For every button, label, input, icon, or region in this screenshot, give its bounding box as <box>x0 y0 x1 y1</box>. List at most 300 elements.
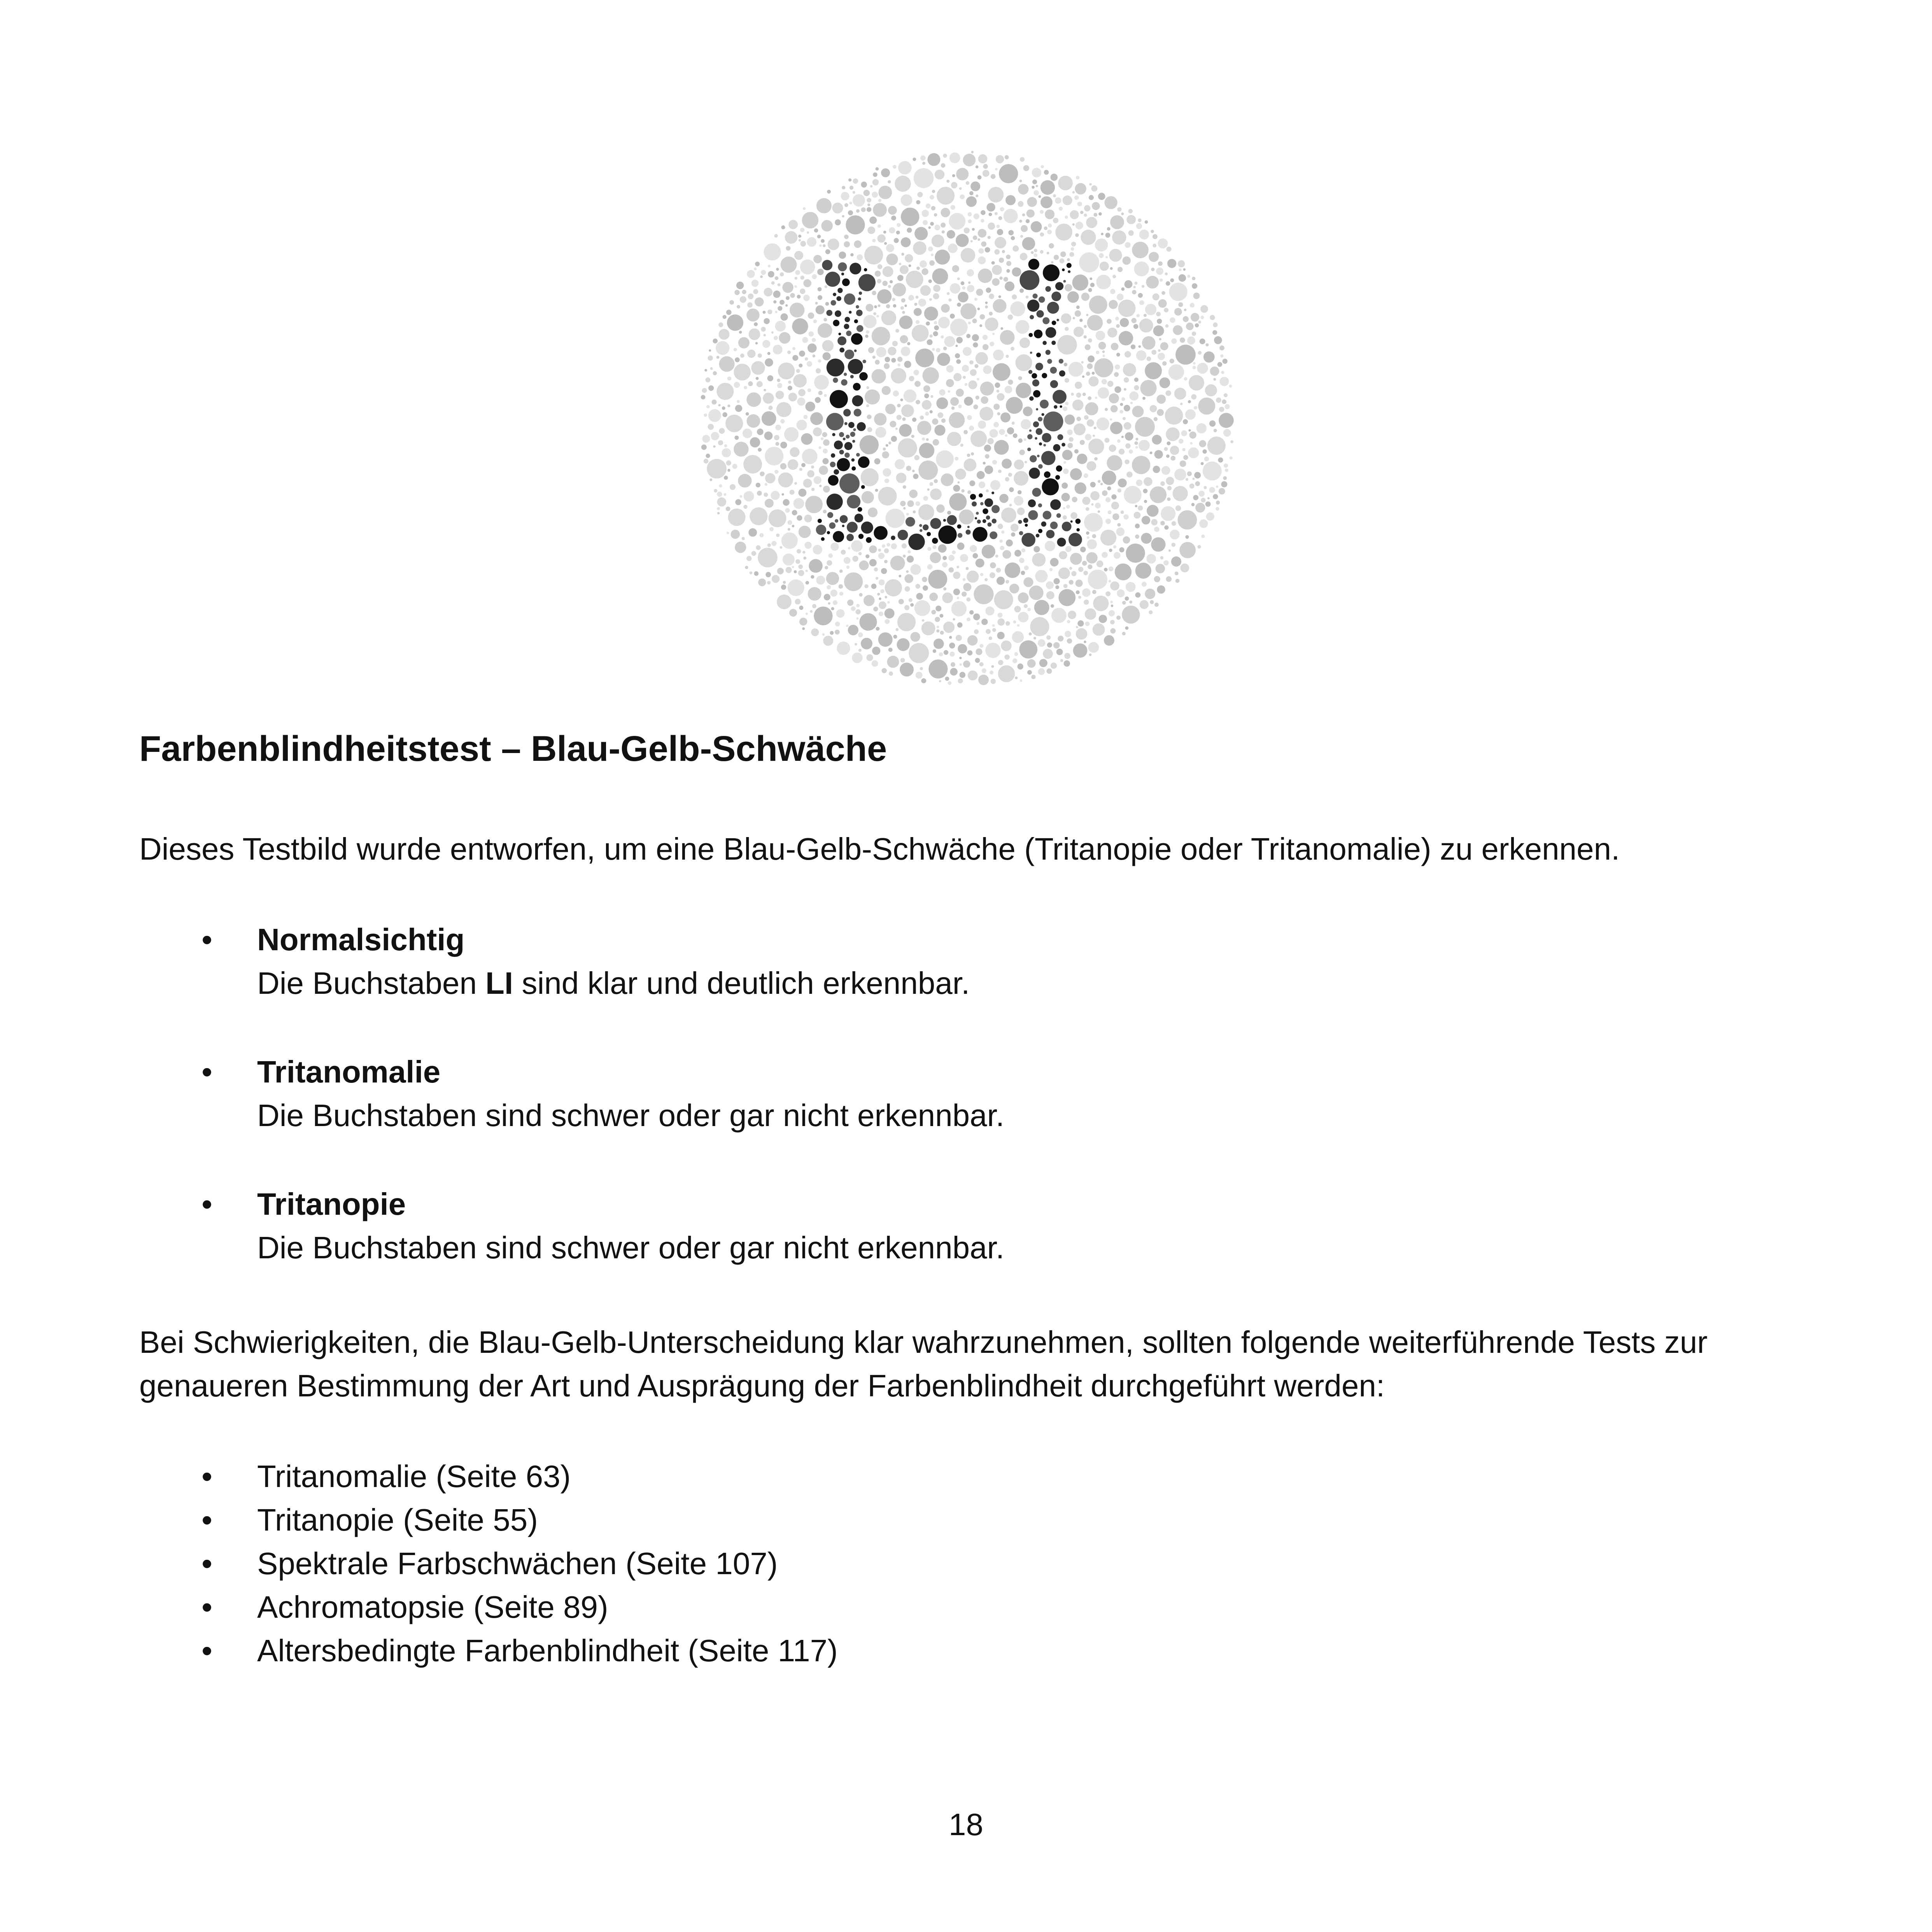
background-dot <box>875 489 878 492</box>
background-dot <box>1154 450 1163 459</box>
background-dot <box>842 215 844 217</box>
background-dot <box>994 440 1009 455</box>
background-dot <box>1222 399 1226 404</box>
background-dot <box>719 329 730 340</box>
background-dot <box>956 635 962 641</box>
background-dot <box>973 405 978 409</box>
background-dot <box>941 473 954 486</box>
background-dot <box>980 314 985 320</box>
background-dot <box>1178 302 1183 307</box>
background-dot <box>995 382 1000 388</box>
figure-dot <box>847 495 860 508</box>
background-dot <box>1157 585 1165 594</box>
background-dot <box>734 364 751 380</box>
background-dot <box>833 600 837 605</box>
background-dot <box>1219 345 1224 350</box>
background-dot <box>1101 233 1103 235</box>
background-dot <box>1116 616 1121 620</box>
background-dot <box>1006 397 1023 414</box>
figure-dot <box>1051 341 1056 345</box>
figure-dot <box>1060 405 1062 408</box>
background-dot <box>897 363 900 366</box>
background-dot <box>1077 201 1082 206</box>
figure-dot <box>827 512 833 518</box>
background-dot <box>985 606 994 615</box>
background-dot <box>1111 604 1113 607</box>
background-dot <box>1075 310 1081 317</box>
figure-dot <box>1030 455 1037 462</box>
background-dot <box>1205 501 1211 507</box>
background-dot <box>1080 546 1086 552</box>
background-dot <box>803 294 810 301</box>
figure-dot <box>920 529 922 532</box>
background-dot <box>1105 518 1111 524</box>
background-dot <box>839 592 843 596</box>
background-dot <box>945 677 949 681</box>
background-dot <box>1150 600 1154 604</box>
background-dot <box>931 610 936 615</box>
background-dot <box>950 652 955 657</box>
background-dot <box>1105 233 1111 238</box>
background-dot <box>963 430 968 434</box>
background-dot <box>1135 534 1139 539</box>
background-dot <box>750 507 767 525</box>
background-dot <box>913 510 916 513</box>
background-dot <box>1135 446 1138 449</box>
background-dot <box>1031 675 1035 679</box>
background-dot <box>748 528 757 537</box>
background-dot <box>988 438 994 444</box>
background-dot <box>1093 624 1105 636</box>
background-dot <box>930 410 933 413</box>
background-dot <box>1005 477 1009 481</box>
background-dot <box>983 462 986 464</box>
background-dot <box>1125 280 1133 288</box>
background-dot <box>1116 353 1120 357</box>
background-dot <box>1019 558 1025 563</box>
background-dot <box>937 187 955 205</box>
background-dot <box>936 450 954 468</box>
background-dot <box>1071 247 1074 250</box>
background-dot <box>928 659 948 678</box>
figure-dot <box>930 518 941 529</box>
background-dot <box>793 374 807 388</box>
background-dot <box>941 222 946 228</box>
background-dot <box>839 252 846 259</box>
background-dot <box>934 213 937 217</box>
background-dot <box>1192 331 1196 336</box>
background-dot <box>1026 219 1030 223</box>
background-dot <box>740 354 744 358</box>
background-dot <box>792 525 795 527</box>
background-dot <box>973 235 977 240</box>
figure-dot <box>1038 503 1042 507</box>
background-dot <box>899 575 901 578</box>
figure-dot <box>979 493 983 497</box>
background-dot <box>1076 176 1080 180</box>
background-dot <box>935 170 944 179</box>
background-dot <box>873 172 878 177</box>
background-dot <box>942 230 945 233</box>
background-dot <box>1047 643 1052 648</box>
background-dot <box>1107 328 1117 337</box>
background-dot <box>1114 372 1119 377</box>
background-dot <box>1000 330 1015 345</box>
background-dot <box>978 229 986 238</box>
background-dot <box>787 350 791 354</box>
background-dot <box>1123 514 1128 519</box>
background-dot <box>1165 324 1169 328</box>
background-dot <box>990 572 995 578</box>
background-dot <box>818 391 823 395</box>
figure-dot <box>1068 270 1070 273</box>
background-dot <box>1011 532 1015 537</box>
background-dot <box>1117 523 1121 527</box>
background-dot <box>1093 596 1109 611</box>
background-dot <box>1214 378 1216 381</box>
background-dot <box>841 192 850 200</box>
figure-dot <box>1042 317 1049 324</box>
background-dot <box>825 249 830 254</box>
background-dot <box>964 228 970 233</box>
background-dot <box>1019 338 1030 348</box>
background-dot <box>956 359 961 364</box>
background-dot <box>857 617 859 620</box>
background-dot <box>998 666 1015 682</box>
background-dot <box>876 167 879 171</box>
background-dot <box>947 292 949 295</box>
background-dot <box>863 315 876 328</box>
background-dot <box>1089 183 1091 186</box>
background-dot <box>1072 497 1077 502</box>
background-dot <box>1008 230 1014 235</box>
background-dot <box>1005 155 1009 159</box>
background-dot <box>934 326 939 331</box>
background-dot <box>1019 640 1037 659</box>
background-dot <box>1063 507 1065 510</box>
background-dot <box>823 448 828 454</box>
background-dot <box>798 235 801 238</box>
test-item-label: Achromatopsie (Seite 89) <box>257 1590 608 1624</box>
background-dot <box>799 468 802 471</box>
background-dot <box>883 266 893 277</box>
background-dot <box>799 606 803 610</box>
background-dot <box>747 270 755 278</box>
background-dot <box>1065 378 1069 383</box>
background-dot <box>1160 279 1163 282</box>
background-dot <box>803 557 806 560</box>
background-dot <box>878 264 883 269</box>
background-dot <box>1123 363 1136 377</box>
background-dot <box>1124 377 1129 383</box>
figure-dot <box>854 319 858 323</box>
background-dot <box>1005 195 1016 205</box>
background-dot <box>1132 242 1149 258</box>
figure-dot <box>898 530 908 540</box>
figure-dot <box>839 450 844 454</box>
background-dot <box>986 287 991 293</box>
background-dot <box>969 360 974 364</box>
background-dot <box>885 357 890 362</box>
background-dot <box>816 368 821 373</box>
background-dot <box>1110 267 1113 270</box>
figure-dot <box>1055 282 1063 290</box>
background-dot <box>1133 324 1139 329</box>
background-dot <box>855 609 860 614</box>
background-dot <box>960 664 962 666</box>
background-dot <box>1061 493 1070 501</box>
figure-dot <box>843 409 851 416</box>
figure-dot <box>874 526 888 540</box>
background-dot <box>850 253 853 256</box>
background-dot <box>1010 301 1025 317</box>
background-dot <box>865 554 869 558</box>
background-dot <box>765 572 771 577</box>
background-dot <box>888 441 891 444</box>
background-dot <box>1111 405 1118 413</box>
background-dot <box>822 340 834 351</box>
figure-dot <box>1036 428 1042 435</box>
background-dot <box>894 238 899 243</box>
background-dot <box>1021 419 1031 429</box>
background-dot <box>958 644 967 653</box>
background-dot <box>1083 571 1088 575</box>
bullet-icon: • <box>201 1054 213 1089</box>
background-dot <box>916 266 920 270</box>
background-dot <box>764 492 768 497</box>
background-dot <box>975 658 980 663</box>
background-dot <box>937 412 943 418</box>
background-dot <box>786 296 790 300</box>
background-dot <box>1162 361 1167 366</box>
background-dot <box>1065 546 1072 552</box>
background-dot <box>851 540 863 552</box>
background-dot <box>1005 434 1007 437</box>
background-dot <box>1219 407 1224 412</box>
background-dot <box>1014 652 1018 656</box>
background-dot <box>1005 580 1009 584</box>
background-dot <box>717 507 720 510</box>
background-dot <box>1084 214 1087 217</box>
background-dot <box>811 575 814 578</box>
background-dot <box>952 265 959 272</box>
background-dot <box>1039 659 1047 667</box>
background-dot <box>790 303 804 317</box>
background-dot <box>949 412 965 428</box>
figure-dot <box>844 373 847 376</box>
background-dot <box>1166 477 1174 485</box>
background-dot <box>1111 343 1119 350</box>
background-dot <box>941 335 944 338</box>
background-dot <box>755 298 764 307</box>
background-dot <box>777 594 792 609</box>
background-dot <box>821 220 833 232</box>
background-dot <box>961 281 965 285</box>
background-dot <box>953 589 960 595</box>
background-dot <box>959 187 962 190</box>
background-dot <box>1146 276 1159 289</box>
background-dot <box>949 493 967 511</box>
background-dot <box>1149 610 1153 614</box>
figure-dot <box>847 522 858 532</box>
background-dot <box>767 581 771 585</box>
background-dot <box>936 629 939 632</box>
background-dot <box>807 237 816 247</box>
background-dot <box>713 371 717 375</box>
background-dot <box>1169 283 1188 301</box>
background-dot <box>812 338 816 342</box>
background-dot <box>767 310 772 314</box>
background-dot <box>955 457 958 461</box>
background-dot <box>867 415 872 419</box>
background-dot <box>868 508 878 517</box>
background-dot <box>968 219 972 223</box>
background-dot <box>935 250 950 265</box>
background-dot <box>891 358 896 363</box>
background-dot <box>782 282 793 293</box>
background-dot <box>1069 580 1074 585</box>
background-dot <box>1094 427 1096 429</box>
background-dot <box>1108 510 1112 514</box>
background-dot <box>1019 450 1025 455</box>
background-dot <box>1147 505 1159 517</box>
background-dot <box>933 439 939 446</box>
background-dot <box>1165 406 1183 424</box>
intro-text: Dieses Testbild wurde entworfen, um eine Blau-Gelb-Schwäche (Tritanopie oder Tritanomalie) zu erkennen. <box>139 832 1620 866</box>
background-dot <box>794 251 803 260</box>
background-dot <box>744 491 754 502</box>
background-dot <box>1088 356 1095 363</box>
background-dot <box>1123 417 1126 420</box>
background-dot <box>1230 440 1233 443</box>
background-dot <box>1008 315 1013 320</box>
background-dot <box>943 347 947 350</box>
background-dot <box>922 619 925 622</box>
background-dot <box>867 203 870 206</box>
background-dot <box>740 495 743 498</box>
figure-dot <box>846 534 854 541</box>
background-dot <box>900 306 904 310</box>
background-dot <box>878 553 885 559</box>
background-dot <box>981 210 985 215</box>
figure-dot <box>1029 429 1032 432</box>
background-dot <box>1095 397 1097 399</box>
background-dot <box>1104 196 1117 209</box>
background-dot <box>1151 230 1154 233</box>
background-dot <box>992 278 1000 286</box>
background-dot <box>724 476 728 480</box>
background-dot <box>764 389 766 391</box>
background-dot <box>990 429 998 438</box>
test-item <box>139 1629 1812 1673</box>
background-dot <box>992 265 1002 275</box>
background-dot <box>1098 193 1105 200</box>
background-dot <box>1156 312 1161 316</box>
background-dot <box>1001 508 1016 523</box>
background-dot <box>807 389 811 392</box>
background-dot <box>978 154 988 164</box>
background-dot <box>983 365 991 374</box>
background-dot <box>901 298 906 303</box>
background-dot <box>872 239 876 242</box>
background-dot <box>974 298 977 301</box>
background-dot <box>1125 351 1131 358</box>
background-dot <box>735 357 740 363</box>
background-dot <box>1153 243 1156 247</box>
background-dot <box>869 559 877 566</box>
background-dot <box>1012 422 1015 425</box>
background-dot <box>848 547 851 550</box>
background-dot <box>1188 400 1191 403</box>
background-dot <box>881 310 896 325</box>
background-dot <box>1200 305 1208 313</box>
background-dot <box>1133 286 1135 288</box>
background-dot <box>1022 214 1025 217</box>
background-dot <box>1188 447 1199 458</box>
background-dot <box>771 541 776 546</box>
background-dot <box>885 579 902 596</box>
background-dot <box>997 229 1003 235</box>
background-dot <box>960 672 966 678</box>
background-dot <box>790 447 799 457</box>
background-dot <box>1139 300 1144 305</box>
background-dot <box>802 449 818 464</box>
background-dot <box>891 543 897 550</box>
background-dot <box>777 378 780 382</box>
background-dot <box>1138 219 1142 222</box>
background-dot <box>1189 375 1204 391</box>
background-dot <box>1158 299 1167 308</box>
background-dot <box>916 672 923 679</box>
background-dot <box>1130 402 1133 404</box>
background-dot <box>979 324 982 327</box>
background-dot <box>889 671 893 676</box>
background-dot <box>1033 190 1039 196</box>
background-dot <box>1145 589 1155 599</box>
background-dot <box>923 585 928 591</box>
background-dot <box>1074 327 1084 337</box>
figure-dot <box>943 519 946 522</box>
background-dot <box>937 625 939 628</box>
figure-dot <box>1028 499 1036 507</box>
background-dot <box>898 161 912 175</box>
figure-dot <box>991 505 1000 513</box>
background-dot <box>757 429 764 435</box>
background-dot <box>1189 483 1195 489</box>
background-dot <box>779 300 785 305</box>
background-dot <box>1009 504 1012 506</box>
background-dot <box>1085 344 1091 350</box>
background-dot <box>1019 180 1022 182</box>
background-dot <box>788 393 797 402</box>
background-dot <box>874 305 877 308</box>
background-dot <box>983 344 989 350</box>
background-dot <box>717 497 727 507</box>
background-dot <box>885 596 887 598</box>
bullet-icon: • <box>201 1546 213 1581</box>
background-dot <box>1220 377 1229 386</box>
background-dot <box>917 421 931 435</box>
figure-dot <box>938 525 956 544</box>
background-dot <box>960 194 965 200</box>
background-dot <box>1088 569 1107 589</box>
figure-dot <box>988 522 992 527</box>
background-dot <box>853 191 855 194</box>
background-dot <box>1150 405 1157 412</box>
background-dot <box>935 225 941 231</box>
figure-dot <box>1036 534 1040 538</box>
background-dot <box>978 248 984 254</box>
